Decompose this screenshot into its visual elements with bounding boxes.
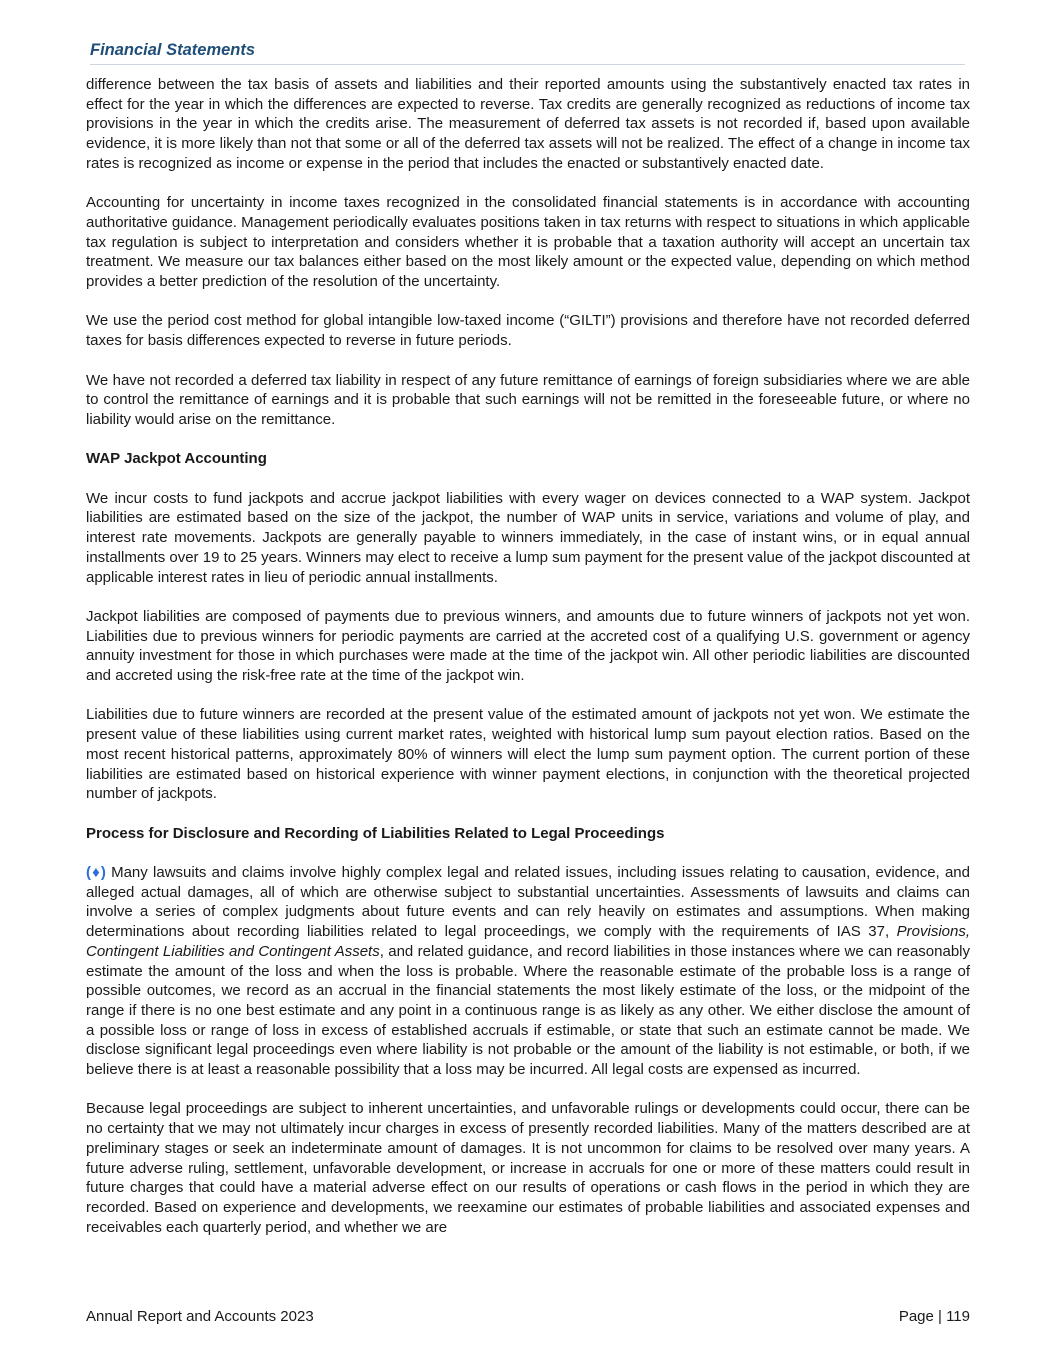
paragraph-future-winners: Liabilities due to future winners are recorded at the present value of the estimated amount of jackpots not yet won. We estimate the present value of these liabilities using current market rates, weighted with historical lump sum payout election ratios. Based on the most recent historical patterns, approximately 80% of winners will elect the lump sum payment option. The current portion of these liabilities are estimated based on historical experience with winner payment elections, in conjunction with the theoretical projected number of jackpots.: [86, 706, 970, 803]
paragraph-foreign-earnings: We have not recorded a deferred tax liability in respect of any future remittance of earnings of foreign subsidiaries where we are able to control the remittance of earnings and it is probable that such earnings will not be remitted in the foreseeable future, or where no liability would arise on the remittance.: [86, 371, 970, 428]
paragraph-jackpot-liabilities: Jackpot liabilities are composed of payments due to previous winners, and amounts due to future winners of jackpots not yet won. Liabilities due to previous winners for periodic payments are carried at the accreted cost of a qualifying U.S. government or agency annuity investment for those in which purchases were made at the time of the jackpot win. All other periodic liabilities are discounted and accreted using the risk-free rate at the time of the jackpot win.: [86, 607, 970, 684]
header-title: Financial Statements: [90, 41, 256, 59]
section-heading-legal-proceedings: Process for Disclosure and Recording of Liabilities Related to Legal Proceedings: [86, 824, 665, 842]
paragraph-lawsuits: [86, 863, 970, 1080]
paragraph-gilti: We use the period cost method for global intangible low-taxed income (“GILTI”) provisions and therefore have not recorded deferred taxes for basis differences expected to reverse in future periods.: [86, 312, 970, 350]
paragraph-tax-uncertainty: Accounting for uncertainty in income taxes recognized in the consolidated financial statements is in accordance with accounting authoritative guidance. Management periodically evaluates positions taken in tax returns with respect to situations in which applicable tax regulation is subject to interpretation and considers whether it is probable that a taxation authority will accept an uncertain tax treatment. We measure our tax balances either based on the most likely amount or the expected value, depending on which method provides a better prediction of the resolution of the uncertainty.: [86, 194, 970, 291]
page-body: [86, 75, 970, 1237]
page-header: [90, 40, 965, 65]
page-number: Page | 119: [898, 1308, 970, 1325]
footer-report-title: Annual Report and Accounts 2023: [86, 1308, 314, 1325]
lawsuits-text-part2: , and related guidance, and record liabilities in those instances where we can reasonably estimate the amount of the loss and when the loss is probable. Where the reasonable estimate of the probable loss is a range of possible outcomes, we record as an accrual in the financial statements the most likely estimate of the loss, or the midpoint of the range if there is no one best estimate and any point in a continuous range is as likely as any other. We either disclose the amount of a possible loss or range of loss in excess of established accruals if estimable, or state that such an estimate cannot be made. We disclose significant legal proceedings even where liability is not probable or the amount of the liability is not estimable, or both, if we believe there is at least a reasonable possibility that a loss may be incurred. All legal costs are expensed as incurred.: [86, 942, 971, 1079]
paragraph-legal-uncertainties: Because legal proceedings are subject to inherent uncertainties, and unfavorable rulings or developments could occur, there can be no certainty that we may not ultimately incur charges in excess of presently recorded liabilities. Many of the matters described are at preliminary stages or seek an indeterminate amount of damages. It is not uncommon for claims to be resolved over many years. A future adverse ruling, settlement, unfavorable development, or increase in accruals for one or more of these matters could result in future charges that could have a material adverse effect on our results of operations or cash flows in the period in which they are recorded. Based on experience and developments, we reexamine our estimates of probable liabilities and associated expenses and receivables each quarterly period, and whether we are: [86, 1100, 970, 1236]
section-heading-wap-jackpot: WAP Jackpot Accounting: [86, 450, 267, 468]
paragraph-jackpot-costs: We incur costs to fund jackpots and accrue jackpot liabilities with every wager on devices connected to a WAP system. Jackpot liabilities are estimated based on the size of the jackpot, the number of WAP units in service, variations and volume of play, and interest rate movements. Jackpots are generally payable to winners immediately, in the case of instant wins, or in equal annual installments over 19 to 25 years. Winners may elect to receive a lump sum payment for the present value of the jackpot discounted at applicable interest rates in lieu of periodic annual installments.: [86, 489, 970, 586]
diamond-marker: (♦): [86, 863, 106, 881]
ias37-title: Provisions, Contingent Liabilities and Contingent Assets: [86, 923, 970, 960]
lawsuits-text-part1: Many lawsuits and claims involve highly complex legal and related issues, including issues relating to causation, evidence, and alleged actual damages, all of which are otherwise subject to substantial uncertainties. Assessments of lawsuits and claims can involve a series of complex judgments about future events and can rely heavily on estimates and assumptions. When making determinations about recording liabilities related to legal proceedings, we comply with the requirements of IAS 37,: [86, 863, 970, 941]
paragraph-deferred-tax: difference between the tax basis of assets and liabilities and their reported amounts using the substantively enacted tax rates in effect for the year in which the differences are expected to reverse. Tax credits are generally recognized as reductions of income tax provisions in the year in which the credits arise. The measurement of deferred tax assets is not recorded if, based upon available evidence, it is more likely than not that some or all of the deferred tax assets will not be realized. The effect of a change in income tax rates is recognized as income or expense in the period that includes the enacted or substantively enacted date.: [86, 76, 970, 172]
